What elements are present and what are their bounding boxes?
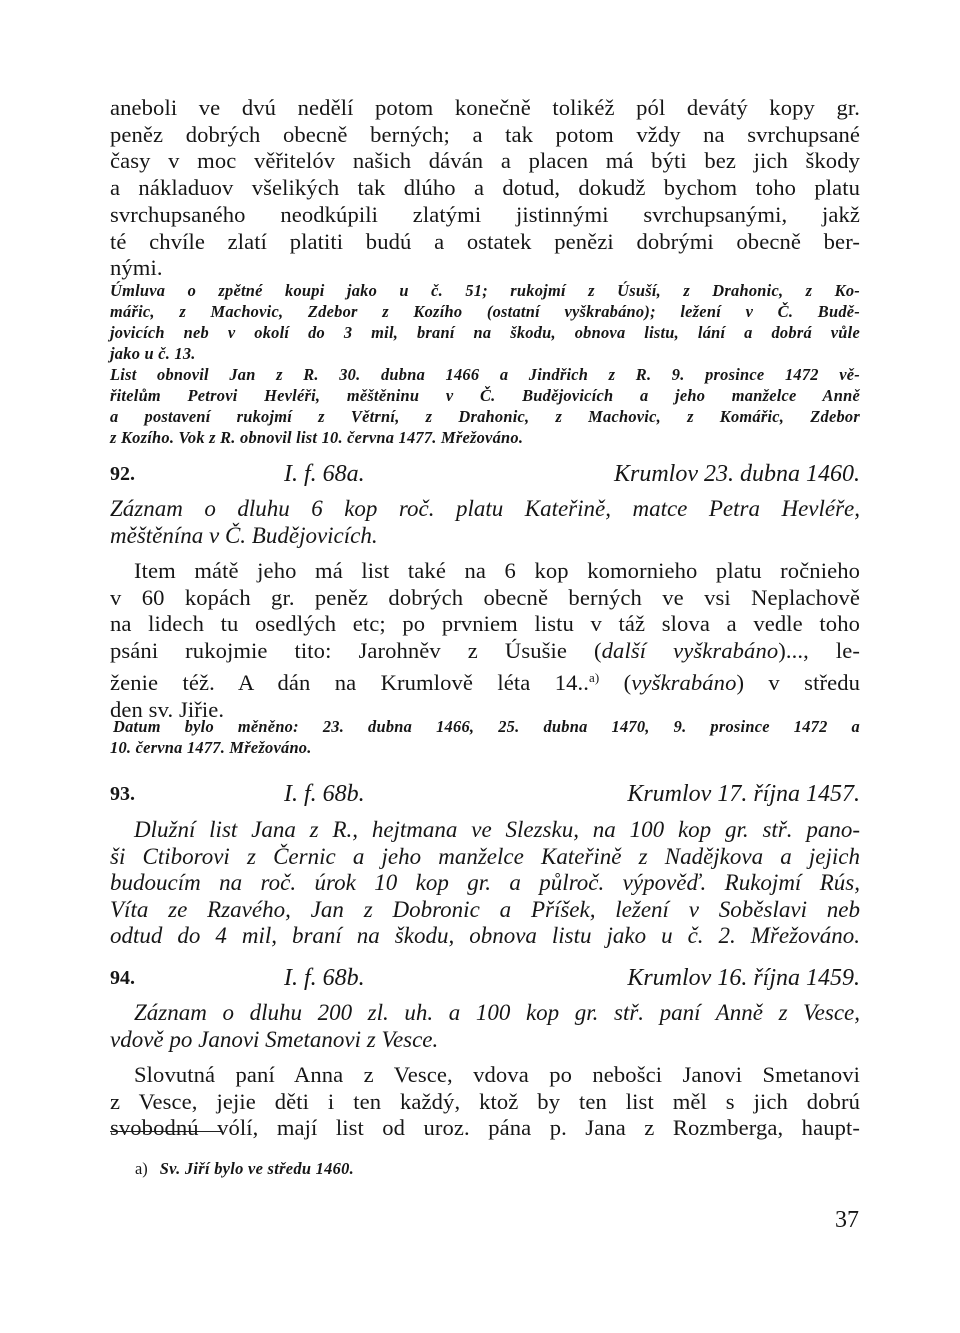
text-line: peněz dobrých obecně berných; a tak potom vždy na svrchupsané: [110, 121, 860, 147]
entry-94-summary: [110, 1000, 860, 1053]
entry-92-notes: [110, 716, 860, 758]
text-line: časy v moc věřitelóv našich dáván a placen má býti bez jich škody: [110, 148, 860, 174]
note-line: mářic, z Machovic, Zdebor z Kozího (ostatní vyškrabáno); ležení v Č. Budě-: [110, 302, 860, 321]
text-line: aneboli ve dvú nedělí potom konečně tolikéž pól devátý kopy gr.: [110, 95, 860, 120]
entry-number: 94.: [110, 967, 135, 989]
text-line: [110, 665, 860, 697]
note-line: jako u č. 13.: [110, 344, 196, 363]
text-line: nými.: [110, 255, 163, 281]
entry-94-heading: [110, 963, 860, 993]
continuation-text: [110, 95, 860, 282]
text-line: Item mátě jeho má list také na 6 kop komornieho platu ročnieho: [134, 558, 860, 583]
summary-line: ši Ctiborovi z Černic a jeho manželce Kateřině z Nadějkova a jejich: [110, 843, 860, 869]
entry-number: 93.: [110, 783, 135, 805]
footnote-reference: a): [589, 669, 600, 685]
entry-place-date: Krumlov 23. dubna 1460.: [614, 461, 860, 487]
text-line: a nákladuov všelikých tak dlúho a dotud, dokudž bychom toho platu: [110, 175, 860, 201]
entry-92-heading: [110, 459, 860, 489]
entry-place-date: Krumlov 17. října 1457.: [627, 781, 860, 807]
text-line: svrchupsaného neodkúpili zlatými jistinnými svrchupsanými, jakž: [110, 201, 860, 227]
text-line: svobodnú vólí, mají list od uroz. pána p. Jana z Rozmberga, haupt-: [110, 1115, 860, 1141]
text-line: Slovutná paní Anna z Vesce, vdova po nebošci Janovi Smetanovi: [134, 1062, 860, 1087]
note-line: Úmluva o zpětné koupi jako u č. 51; rukojmí z Úsuší, z Drahonic, z Ko-: [110, 281, 860, 300]
text-segment: (: [599, 669, 632, 695]
entry-place-date: Krumlov 16. října 1459.: [627, 965, 860, 991]
note-line: řitelům Petrovi Hevléři, měštěninu v Č. Budějovicích a jeho manželce Anně: [110, 386, 860, 405]
text-line: z Vesce, jejie děti i ten každý, ktož by ten list měl s jich dobrú: [110, 1088, 860, 1114]
continuation-notes: [110, 280, 860, 448]
summary-line: budoucím na roč. úrok 10 kop gr. a půlroč. výpověď. Rukojmí Rús,: [110, 870, 860, 895]
entry-folio: I. f. 68b.: [284, 965, 365, 991]
note-line: a postavení rukojmí z Větrní, z Drahonic, z Machovic, z Komářic, Zdebor: [110, 407, 860, 426]
summary-line: Záznam o dluhu 200 zl. uh. a 100 kop gr. stř. paní Anně z Vesce,: [134, 1000, 860, 1025]
entry-92-summary: [110, 496, 860, 549]
summary-line: vdově po Janovi Smetanovi z Vesce.: [110, 1026, 439, 1052]
text-line: v 60 kopách gr. peněz dobrých obecně berných ve vsi Neplachově: [110, 584, 860, 610]
note-line: Datum bylo měněno: 23. dubna 1466, 25. dubna 1470, 9. prosince 1472 a: [113, 717, 860, 736]
summary-line: měštěnína v Č. Budějovicích.: [110, 522, 378, 548]
text-line: té chvíle zlatí platiti budú a ostatek penězi dobrými obecně ber-: [110, 228, 860, 254]
text-segment: psáni rukojmie tito: Jarohněv z Úsušie (: [110, 638, 602, 664]
italic-segment: další vyškrabáno: [601, 638, 779, 664]
entry-folio: I. f. 68b.: [284, 781, 365, 807]
entry-94-text: [110, 1062, 860, 1142]
summary-line: Záznam o dluhu 6 kop roč. platu Kateřině, matce Petra Hevléře,: [110, 496, 860, 521]
note-line: 10. června 1477. Mřežováno.: [110, 738, 312, 757]
summary-line: odtud do 4 mil, braní na škodu, obnova listu jako u č. 2. Mřežováno.: [110, 923, 860, 948]
entry-folio: I. f. 68a.: [284, 461, 365, 487]
footnote-mark: a): [135, 1159, 148, 1178]
summary-line: Dlužní list Jana z R., hejtmana ve Slezsku, na 100 kop gr. stř. pano-: [134, 817, 860, 842]
entry-93-summary: [110, 817, 860, 950]
page-number: 37: [835, 1207, 859, 1233]
text-line: na lidech tu osedlých etc; po prvniem listu v táž slova a vedle toho: [110, 611, 860, 637]
text-line: [110, 638, 860, 665]
note-line: List obnovil Jan z R. 30. dubna 1466 a Jindřich z R. 9. prosince 1472 vě-: [110, 365, 860, 384]
note-line: z Kozího. Vok z R. obnovil list 10. června 1477. Mřežováno.: [110, 428, 524, 447]
text-segment: ženie též. A dán na Krumlově léta 14..: [110, 669, 590, 695]
entry-number: 92.: [110, 463, 135, 485]
note-line: jovicích neb v okolí do 3 mil, braní na škodu, obnova listu, lání a dobrá vůle: [110, 323, 860, 342]
text-line: den sv. Jiřie.: [110, 696, 225, 722]
entry-93-heading: [110, 779, 860, 809]
summary-line: Víta ze Rzavého, Jan z Dobronic a Příšek, ležení v Soběslavi neb: [110, 896, 860, 922]
text-segment: ) v středu: [736, 669, 860, 695]
footnote-text: Sv. Jiří bylo ve středu 1460.: [159, 1159, 355, 1178]
italic-segment: vyškrabáno: [631, 669, 737, 695]
text-segment: )..., le-: [778, 638, 860, 664]
entry-92-text: [110, 558, 860, 723]
footnote: [135, 1158, 354, 1180]
footnote-divider: [110, 1131, 222, 1132]
